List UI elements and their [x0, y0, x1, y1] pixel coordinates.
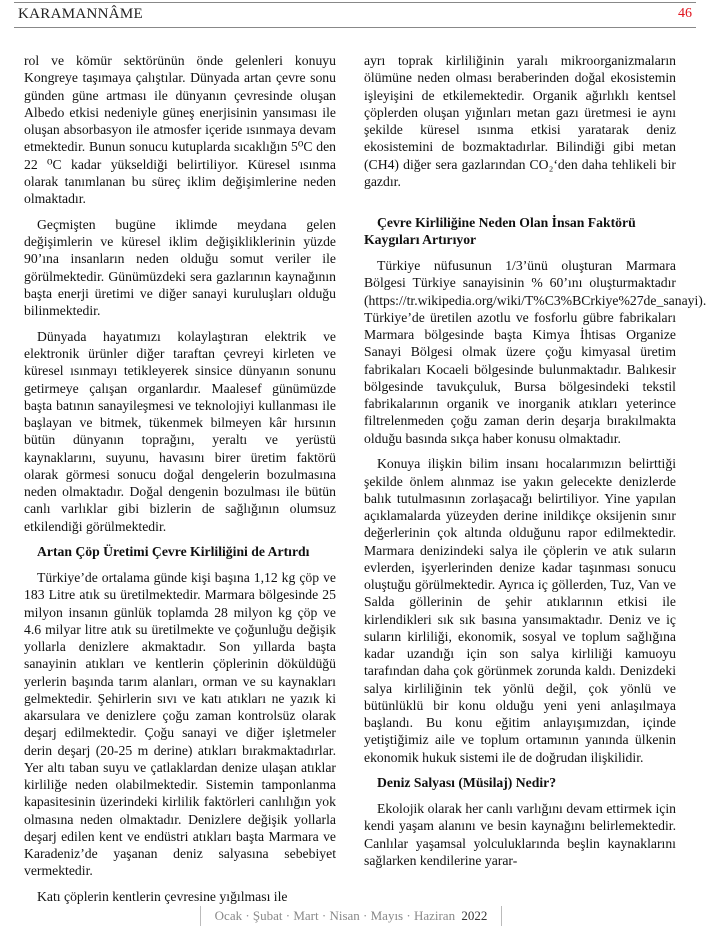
paragraph: Katı çöplerin kentlerin çevresine yığılması ile [37, 889, 288, 904]
section-heading: Çevre Kirliliğine Neden Olan İnsan Faktörü Kaygıları Artırıyor [364, 215, 636, 248]
paragraph: ayrı toprak kirliliğinin yaralı mikroorganizmaların ölümüne neden olması beraberinden doğal ekosistemin işleyişini de etkilemektedir. Organik ağırlıklı kentsel çöplerden oluşan yığınları metan gazı üretmesi ie aynı şekilde küresel ısınma etkisi yaratarak deniz ekosistemini de bozmaktadırlar. Bilindiği gibi metan (CH4) diğer sera gazlarından CO₂‘den daha tehlikeli bir gazdır. [364, 53, 676, 189]
paragraph: Geçmişten bugüne iklimde meydana gelen değişimlerin ve küresel iklim değişikliklerinin yüzde 90’ına insanların neden olduğu somut veriler ile görülmektedir. Günümüzdeki sera gazlarının kaynağının başta enerji üretimi ve diğer sanayi kuruluşları olduğu bilinmektedir. [24, 216, 336, 318]
running-header [14, 2, 696, 28]
left-column [24, 52, 336, 914]
paragraph: Ekolojik olarak her canlı varlığını devam ettirmek için kendi yaşam alanını ve besin kaynağını belirlemektedir. Canlılar yaşamsal yolculuklarında beşlin kaynaklarını sağlarken kendilerine yarar- [364, 801, 676, 868]
page-number: 46 [678, 6, 692, 21]
page-footer [200, 906, 502, 926]
right-column [364, 52, 707, 878]
paragraph: Türkiye nüfusunun 1/3’ünü oluşturan Marmara Bölgesi Türkiye sanayisinin % 60’ını oluşturmaktadır (https://tr.wikipedia.org/wiki/T%C3%BCrkiye%27de_sanayi). Türkiye’de üretilen azotlu ve fosforlu gübre fabrikaları Marmara bölgesinde başta Kimya İhtisas Organize Sanayi Bölgesi olmak üzere çoğu kimyasal üretim fabrikaları Kocaeli bölgesinde bulunmaktadır. Balıkesir bölgesinde tavukçuluk, Bursa bölgesindeki tekstil fabrikalarının organik ve inorganik atıkları yeterince filtrelenmeden çoğu zaman derin deşarja bırakılmakta olduğu basında sıkça haber konusu olmaktadır. [364, 258, 707, 446]
paragraph: rol ve kömür sektörünün önde gelenleri konuyu Kongreye taşımaya çalıştılar. Dünyada artan çevre sonu günden güne artması ile dünyanın çevresinde oluşan Albedo etkisi nedeniyle güneş enerjisinin yansıması ile oluşan absorbasyon ile atmosfer içeride ısınmaya devam etmektedir. Bunun sonucu kutuplarda sıcaklığın 5⁰C den 22 ⁰C kadar yükseldiği belirtiliyor. Küresel ısınma olarak tanımlanan bu süreç iklim değişimlerine neden olmaktadır. [24, 53, 336, 206]
section-heading: Deniz Salyası (Müsilaj) Nedir? [377, 775, 557, 791]
paragraph: Türkiye’de ortalama günde kişi başına 1,12 kg çöp ve 183 Litre atık su üretilmektedir. Marmara bölgesinde 25 milyon insanın günlük toplamda 28 milyon kg çöp ve 4.6 milyar litre atık su üretilmekte ve çoğunluğu değişik yollarla denizlere akmaktadır. Son yıllarda başta sanayinin atıkları ve kentlerin çöplerinin döküldüğü yerlerin başında tarım alanları, orman ve su kaynakları gelmektedir. Şehirlerin sıvı ve katı atıkları ne yazık ki akarsulara ve denizlere çoğu zaman kontrolsüz olarak deşarj edilmektedir. Çoğu sanayi ve diğer işletmeler derin deşarj (20-25 m derine) atıkları bırakmaktadırlar. Yer altı taban suyu ve çatlaklardan denize ulaşan atıklar kirliliğe neden olabilmektedir. Sistemin tamponlanma kapasitesinin üzerindeki kirlilik faktörleri canlılığın yok olmasına neden olmaktadır. Denizlere değişik yollarla deşarj edilen kent ve endüstri atıkları başta Marmara ve Karadeniz’de yaşanan deniz salyasına sebebiyet vermektedir. [24, 570, 336, 879]
issue-year: 2022 [461, 908, 488, 923]
issue-months: Ocak · Şubat · Mart · Nisan · Mayıs · Haziran [214, 908, 456, 923]
journal-title: KARAMANNÂME [18, 6, 143, 22]
paragraph: Dünyada hayatımızı kolaylaştıran elektrik ve elektronik ürünler diğer taraftan çevreyi kirleten ve küresel ısınmayı tetikleyerek sinsice dünyanın sonunu getirmeye çalışan organlardır. Maalesef günümüzde başta batının sanayileşmesi ve teknolojiyi kullanması ile başlayan ve bitmek, tükenmek bilmeyen kâr hırsının bütün dünyanın toprağını, yeraltı ve yerüstü kaynaklarını, suyunu, havasını birer üretim faktörü olarak görmesi sonucu doğal dengelerin bozulmasına neden olmaktadır. Doğal dengenin bozulması ile bütün canlı varlıklar gibi bizlerin de sağlığının olumsuz etkilendiği görülmektedir. [24, 328, 336, 534]
paragraph: Konuya ilişkin bilim insanı hocalarımızın belirttiği şekilde önlem alınmaz ise yakın gelecekte denizlerde balık tutulmasının zorlaşacağı belirtiliyor. Yine yapılan açıklamalarda yüzeyden derine inildikçe oksijenin sınır değerlerinin çok altında olduğunu rapor edilmektedir. Marmara denizindeki salya ile çöplerin ve atık suların evlerden, işyerlerinden denize kadar taşınması sonucu oluştuğu görülmektedir. Ayrıca iç göllerden, Tuz, Van ve Salda göllerinin de şehir atıklarının etkisi ile kirlendikleri sık sık basına yansımaktadır. Deniz ve iç suların kirliliği, ekonomik, sosyal ve toplum sağlığına kadar uzandığı için son salya kirliliği kamuoyu tarafından daha çok görünmek zorunda kaldı. Denizdeki salya kirliliğinin tek yönlü değil, çok yönlü ve bütünlüklü bir konu olduğu yeni yeni anlaşılmaya başlandı. Bu konu eğitim anlayışımızdan, içinde yetiştiğimiz aile ve toplum ortamının yanında ülkenin ekonomik hukuk sistemi ile de doğrudan ilişkilidir. [364, 456, 676, 765]
section-heading: Artan Çöp Üretimi Çevre Kirliliğini de Artırdı [37, 544, 310, 560]
